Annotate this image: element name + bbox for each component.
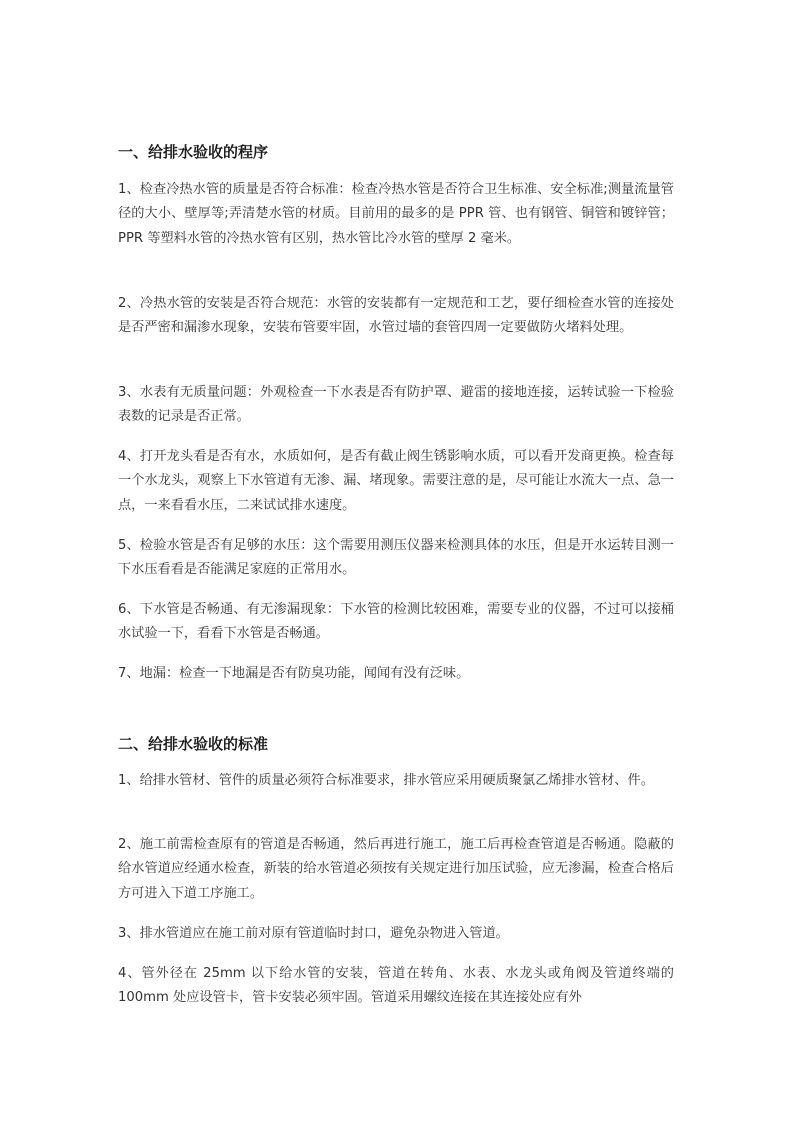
- procedure-item-1: 1、检查冷热水管的质量是否符合标准：检查冷热水管是否符合卫生标准、安全标准;测量流量管径的大小、壁厚等;弄清楚水管的材质。目前用的最多的是 PPR 管、也有钢管、铜管和镀锌管；PPR 等塑料水管的冷热水管有区别，热水管比冷水管的壁厚 2 毫米。: [118, 182, 674, 246]
- standard-item-3: 3、排水管道应在施工前对原有管道临时封口，避免杂物进入管道。: [118, 926, 509, 941]
- procedure-item-4: 4、打开龙头看是否有水，水质如何，是否有截止阀生锈影响水质，可以看开发商更换。检查每一个水龙头，观察上下水管道有无渗、漏、堵现象。需要注意的是，尽可能让水流大一点、急一点，一来看看水压，二来试试排水速度。: [118, 449, 674, 513]
- standard-item-4: 4、管外径在 25mm 以下给水管的安装，管道在转角、水表、水龙头或角阀及管道终端的 100mm 处应设管卡，管卡安装必须牢固。管道采用螺纹连接在其连接处应有外: [118, 966, 674, 1006]
- standard-item-2: 2、施工前需检查原有的管道是否畅通，然后再进行施工，施工后再检查管道是否畅通。隐蔽的给水管道应经通水检查，新装的给水管道必须按有关规定进行加压试验，应无渗漏，检查合格后方可进入下道工序施工。: [118, 837, 674, 901]
- standard-item-1: 1、给排水管材、管件的质量必须符合标准要求，排水管应采用硬质聚氯乙烯排水管材、件。: [118, 773, 654, 788]
- section-heading-standard: 二、给排水验收的标准: [118, 735, 269, 753]
- procedure-item-6: 6、下水管是否畅通、有无渗漏现象：下水管的检测比较困难，需要专业的仪器，不过可以接桶水试验一下，看看下水管是否畅通。: [118, 602, 674, 642]
- section-heading-procedure: 一、给排水验收的程序: [118, 143, 269, 161]
- procedure-item-7: 7、地漏：检查一下地漏是否有防臭功能，闻闻有没有泛味。: [118, 666, 470, 681]
- procedure-item-5: 5、检验水管是否有足够的水压：这个需要用测压仪器来检测具体的水压，但是开水运转目测一下水压看看是否能满足家庭的正常用水。: [118, 538, 674, 578]
- procedure-item-3: 3、水表有无质量问题：外观检查一下水表是否有防护罩、避雷的接地连接，运转试验一下检验表数的记录是否正常。: [118, 385, 674, 425]
- procedure-item-2: 2、冷热水管的安装是否符合规范：水管的安装都有一定规范和工艺，要仔细检查水管的连接处是否严密和漏渗水现象，安装布管要牢固，水管过墙的套管四周一定要做防火堵料处理。: [118, 296, 674, 336]
